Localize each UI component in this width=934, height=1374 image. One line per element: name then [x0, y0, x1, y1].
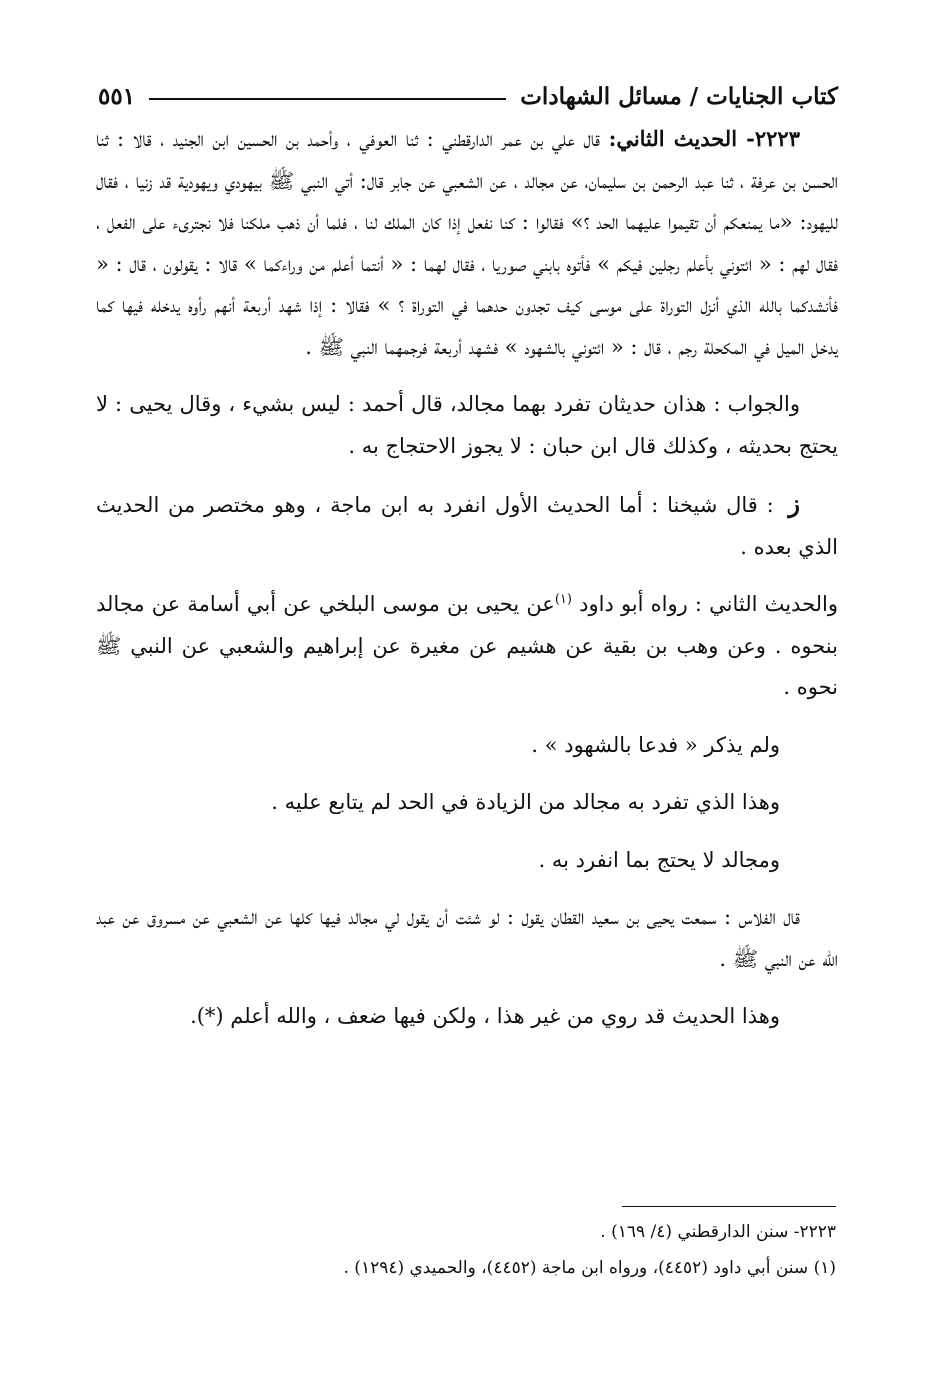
page-number: ٥٥١	[98, 82, 136, 110]
fallas-paragraph: قال الفلاس : سمعت يحيى بن سعيد القطان يقول : لو شئت أن يقول لي مجالد فيها كلها عن الشعبي عن مسروق عن عبد الله عن النبي ﷺ .	[96, 905, 838, 971]
header-rule	[149, 98, 506, 100]
second-hadith-paragraph	[96, 584, 838, 709]
hadith-text: قال علي بن عمر الدارقطني : ثنا العوفي ، وأحمد بن الحسين ابن الجنيد ، قالا : ثنا الحسن بن عرفة ، ثنا عبد الرحمن بن سليمان، عن مجالد ، عن الشعبي عن جابر قال: أتي النبي ﷺ بيهودي ويهودية قد زنيا ، فقال لليهود: «ما يمنعكم أن تقيموا عليهما الحد ؟» فقالوا : كنا نفعل إذا كان الملك لنا ، فلما أن ذهب ملكنا فلا نجترىء على الفعل ، فقال لهم : « ائتوني بأعلم رجلين فيكم » فأتوه بابني صوريا ، فقال لهما : « أنتما أعلم من وراءكما » قالا : يقولون ، قال : « فأنشدكما بالله الذي أنزل التوراة على موسى كيف تجدون حدهما في التوراة ؟ » فقالا : إذا شهد أربعة أنهم رأوه يدخله فيها كما يدخل الميل في المكحلة رجم ، قال : « ائتوني بالشهود » فشهد أربعة فرجمهما النبي ﷺ .	[96, 127, 838, 359]
second-hadith-text-after: عن يحيى بن موسى البلخي عن أبي أسامة عن مجالد بنحوه . وعن وهب بن بقية عن هشيم عن مغيرة عن إبراهيم والشعبي عن النبي ﷺ نحوه .	[96, 592, 838, 699]
footnote: (١) سنن أبي داود (٤٤٥٢)، ورواه ابن ماجة (٤٤٥٢)، والحميدي (١٢٩٤) .	[343, 1258, 836, 1278]
main-text	[96, 118, 838, 1038]
chapter-title: كتاب الجنايات / مسائل الشهادات	[520, 82, 838, 110]
text-paragraph: ولم يذكر « فدعا بالشهود » .	[531, 732, 780, 757]
footnote: ٢٢٢٣- سنن الدارقطني (٤/ ١٦٩) .	[600, 1222, 836, 1242]
closing-paragraph: وهذا الحديث قد روي من غير هذا ، ولكن فيها ضعف ، والله أعلم (*).	[190, 1004, 780, 1028]
zai-marker: ز	[788, 489, 800, 518]
footnote-rule	[622, 1206, 836, 1207]
footnote-ref: (١)	[554, 592, 572, 607]
second-hadith-text-before: والحديث الثاني : رواه أبو داود	[579, 592, 838, 616]
text-paragraph: وهذا الذي تفرد به مجالد من الزيادة في الحد لم يتابع عليه .	[271, 790, 780, 814]
answer-paragraph: والجواب : هذان حديثان تفرد بهما مجالد، قال أحمد : ليس بشيء ، وقال يحيى : لا يحتج بحديثه ، وكذلك قال ابن حبان : لا يجوز الاحتجاج به .	[96, 392, 838, 458]
footnotes	[96, 1214, 836, 1286]
hadith-number: ٢٢٢٣- الحديث الثاني:	[608, 126, 800, 151]
running-header	[98, 76, 838, 116]
hadith-paragraph	[96, 118, 838, 368]
zai-text: : قال شيخنا : أما الحديث الأول انفرد به ابن ماجة ، وهو مختصر من الحديث الذي بعده .	[96, 493, 838, 559]
zai-paragraph	[96, 483, 838, 568]
text-paragraph: ومجالد لا يحتج بما انفرد به .	[538, 847, 780, 872]
